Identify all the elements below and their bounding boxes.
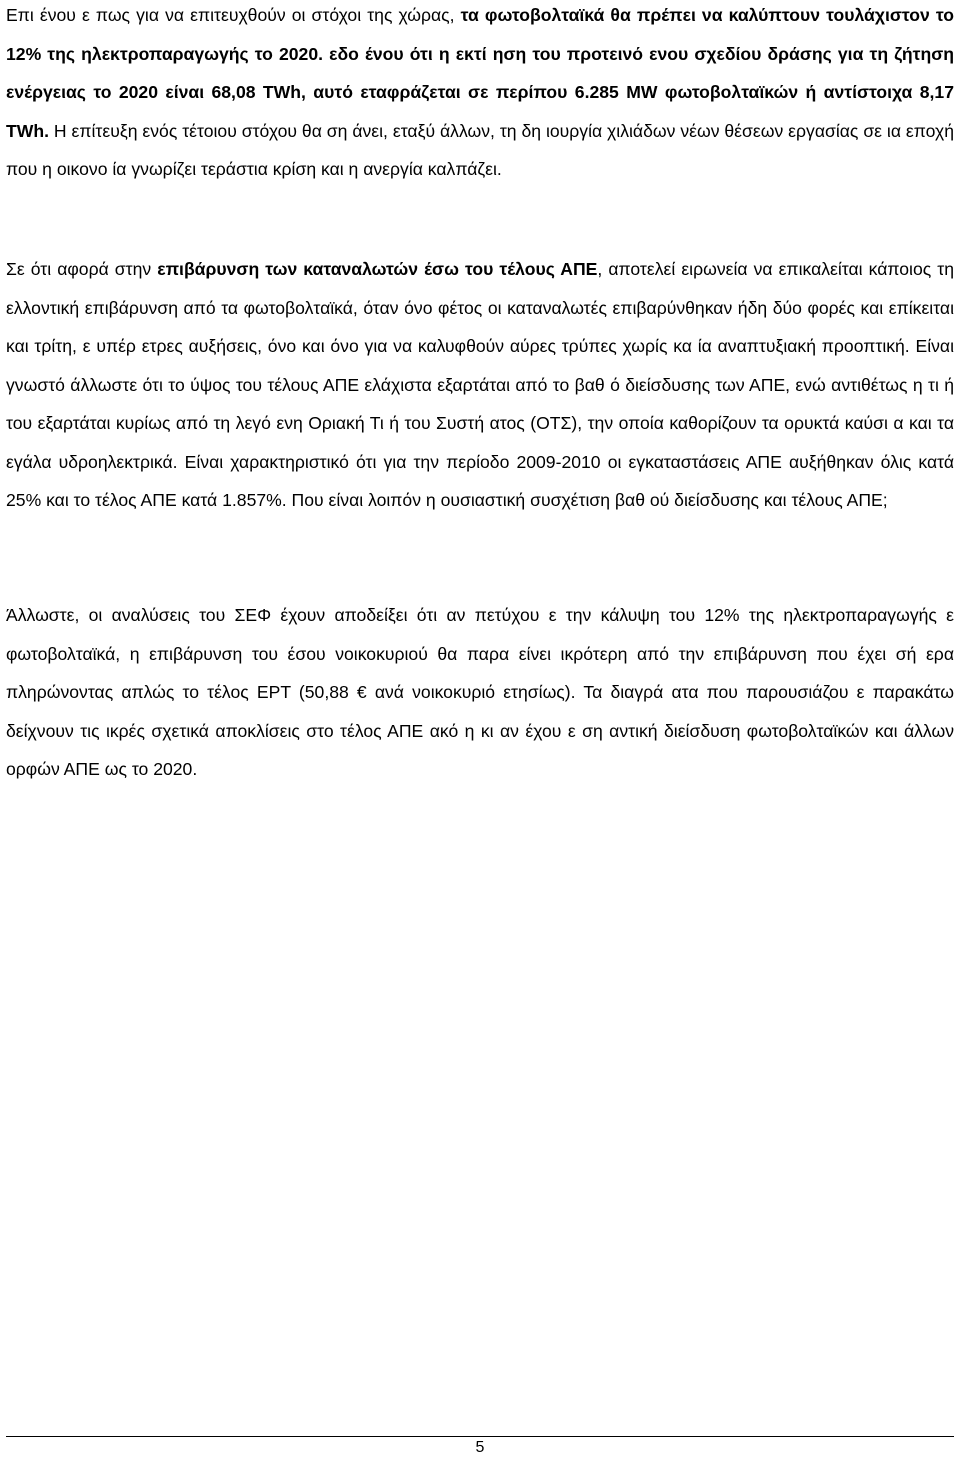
text-segment: Σε ότι αφορά στην <box>6 259 158 279</box>
text-segment: Η επίτευξη ενός τέτοιου στόχου θα ση άνει, εταξύ άλλων, τη δη ιουργία χιλιάδων νέων θέσεων εργασίας σε ια εποχή που η οικονο ία γνωρίζει τεράστια κρίση και η ανεργία καλπάζει. <box>6 120 954 179</box>
bold-text-segment: τα φωτοβολταϊκά θα πρέπει να καλύπτουν τουλάχιστον το 12% της ηλεκτροπαραγωγής το 2020. εδο ένου ότι η εκτί ηση του προτεινό ενου σχεδίου δράσης για τη ζήτηση ενέργειας το 2020 είναι 68,08 TWh, αυτό εταφράζεται σε περίπου 6.285 MW φωτοβολταϊκών ή αντίστοιχα 8,17 TWh. <box>6 5 954 141</box>
page-number: 5 <box>475 1439 485 1456</box>
bold-text-segment: επιβάρυνση των καταναλωτών έσω του τέλους ΑΠΕ <box>157 259 598 279</box>
text-segment: Επι ένου ε πως για να επιτευχθούν οι στόχοι της χώρας, <box>6 5 461 25</box>
paragraph-sef-analysis <box>6 596 954 789</box>
text-segment: , αποτελεί ειρωνεία να επικαλείται κάποιος τη ελλοντική επιβάρυνση από τα φωτοβολταϊκά, όταν όνο φέτος οι καταναλωτές επιβαρύνθηκαν ήδη δύο φορές και επίκειται και τρίτη, ε υπέρ ετρες αυξήσεις, όνο και όνο για να καλυφθούν αύρες τρύπες χωρίς κα ία αναπτυξιακή προοπτική. Είναι γνωστό άλλωστε ότι το ύψος του τέλους ΑΠΕ ελάχιστα εξαρτάται από το βαθ ό διείσδυσης των ΑΠΕ, ενώ αντιθέτως η τι ή του εξαρτάται κυρίως από τη λεγό ενη Οριακή Τι ή του Συστή ατος (ΟΤΣ), την οποία καθορίζουν τα ορυκτά καύσι α και τα εγάλα υδροηλεκτρικά. Είναι χαρακτηριστικό ότι για την περίοδο 2009-2010 οι εγκαταστάσεις ΑΠΕ αυξήθηκαν όλις κατά 25% και το τέλος ΑΠΕ κατά 1.857%. Που είναι λοιπόν η ουσιαστική συσχέτιση βαθ ού διείσδυσης και τέλους ΑΠΕ; <box>6 259 954 510</box>
text-segment: Άλλωστε, οι αναλύσεις του ΣΕΦ έχουν αποδείξει ότι αν πετύχου ε την κάλυψη του 12% της ηλεκτροπαραγωγής ε φωτοβολταϊκά, η επιβάρυνση του έσου νοικοκυριού θα παρα είνει ικρότερη από την επιβάρυνση που έχει σή ερα πληρώνοντας απλώς το τέλος ΕΡΤ (50,88 € ανά νοικοκυριό ετησίως). Τα διαγρά ατα που παρουσιάζου ε παρακάτω δείχνουν τις ικρές σχετικά αποκλίσεις στο τέλος ΑΠΕ ακό η κι αν έχου ε ση αντική διείσδυση φωτοβολταϊκών και άλλων ορφών ΑΠΕ ως το 2020. <box>6 605 954 779</box>
paragraph-consumer-burden <box>6 250 954 520</box>
paragraph-photovoltaic-targets <box>6 0 954 189</box>
footer-divider <box>6 1436 954 1437</box>
